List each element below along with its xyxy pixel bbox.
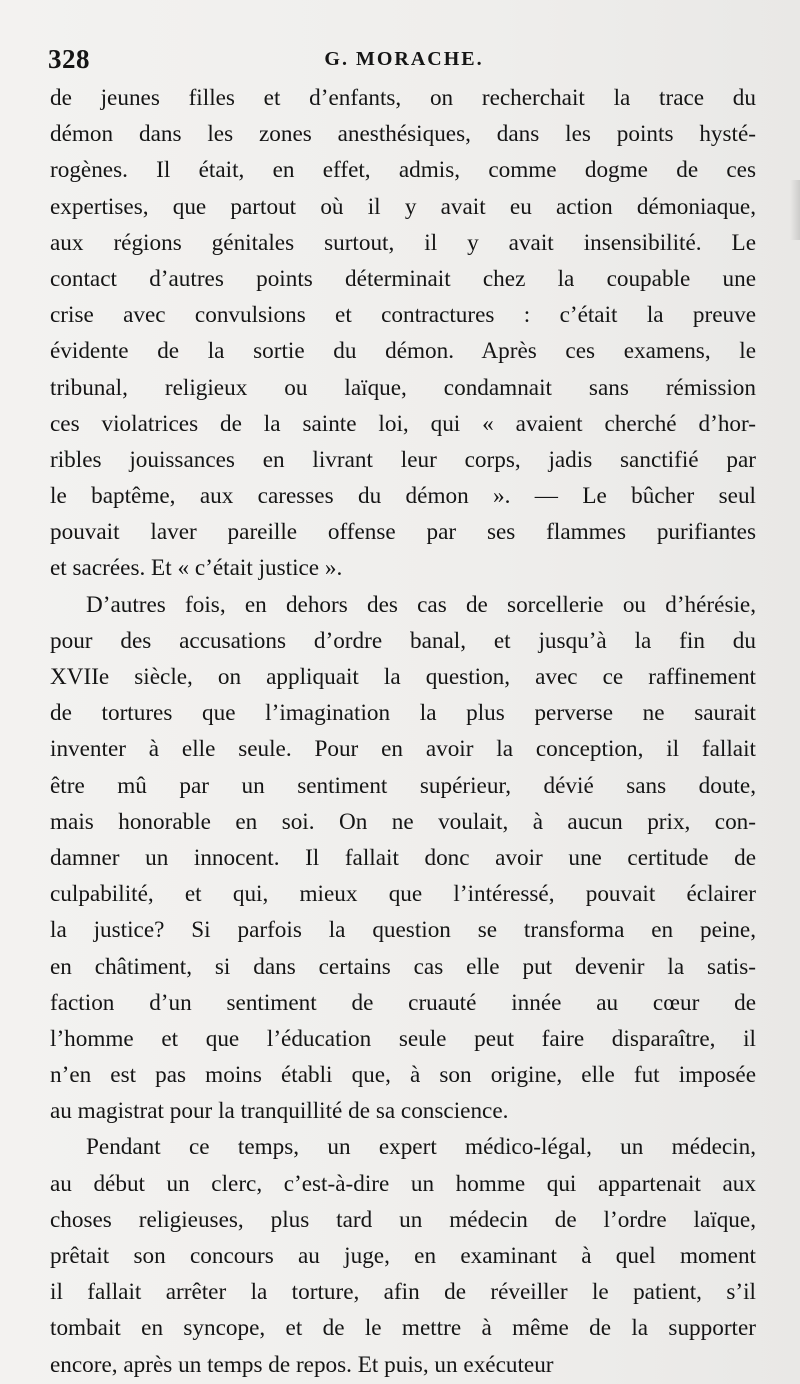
page-header xyxy=(48,44,760,78)
text-line: inventer à elle seule. Pour en avoir la conception, il fallait xyxy=(50,736,756,763)
text-line: tribunal, religieux ou laïque, condamnait sans rémission xyxy=(50,374,756,401)
text-line: prêtait son concours au juge, en examinant à quel moment xyxy=(50,1243,756,1269)
text-line: ribles jouissances en livrant leur corps, jadis sanctifié par xyxy=(50,446,756,473)
text-line: pour des accusations d’ordre banal, et jusqu’à la fin du xyxy=(50,627,756,654)
text-line: il fallait arrêter la torture, afin de réveiller le patient, s’il xyxy=(50,1279,756,1306)
text-line: n’en est pas moins établi que, à son origine, elle fut imposée xyxy=(50,1062,756,1089)
text-line: Pendant ce temps, un expert médico-légal, un médecin, xyxy=(86,1134,756,1161)
text-line: rogènes. Il était, en effet, admis, comme dogme de ces xyxy=(50,157,756,184)
text-line: encore, après un temps de repos. Et puis, un exécuteur xyxy=(50,1351,554,1378)
paragraph xyxy=(50,587,756,1130)
page-edge-shadow xyxy=(790,180,800,240)
text-line: l’homme et que l’éducation seule peut faire disparaître, il xyxy=(50,1025,756,1052)
text-line: de tortures que l’imagination la plus perverse ne saurait xyxy=(50,700,756,727)
text-line: au début un clerc, c’est-à-dire un homme qui appartenait aux xyxy=(50,1170,756,1197)
text-line: culpabilité, et qui, mieux que l’intéressé, pouvait éclairer xyxy=(50,881,756,908)
text-line: être mû par un sentiment supérieur, dévié sans doute, xyxy=(50,772,756,799)
running-head: G. MORACHE. xyxy=(324,48,484,70)
text-line: ces violatrices de la sainte loi, qui « avaient cherché d’hor- xyxy=(50,410,756,437)
text-line: évidente de la sortie du démon. Après ces examens, le xyxy=(50,338,756,365)
text-line: XVIIe siècle, on appliquait la question, avec ce raffinement xyxy=(50,664,756,690)
text-line: expertises, que partout où il y avait eu action démoniaque, xyxy=(50,193,756,220)
text-line: faction d’un sentiment de cruauté innée au cœur de xyxy=(50,989,756,1016)
text-line: mais honorable en soi. On ne voulait, à aucun prix, con- xyxy=(50,808,756,835)
text-line: en châtiment, si dans certains cas elle put devenir la satis- xyxy=(50,953,756,980)
text-line: pouvait laver pareille offense par ses flammes purifiantes xyxy=(50,519,756,546)
text-line: démon dans les zones anesthésiques, dans les points hysté- xyxy=(50,121,756,148)
text-line: damner un innocent. Il fallait donc avoir une certitude de xyxy=(50,844,756,871)
text-line: choses religieuses, plus tard un médecin de l’ordre laïque, xyxy=(50,1206,756,1233)
text-line: tombait en syncope, et de le mettre à même de la supporter xyxy=(50,1315,756,1342)
body-text xyxy=(50,80,756,1383)
text-line: au magistrat pour la tranquillité de sa conscience. xyxy=(50,1098,509,1125)
text-line: contact d’autres points déterminait chez la coupable une xyxy=(50,265,756,292)
paragraph xyxy=(50,80,756,587)
text-line: et sacrées. Et « c’était justice ». xyxy=(50,555,343,582)
paragraph xyxy=(50,1129,756,1382)
text-line: la justice? Si parfois la question se transforma en peine, xyxy=(50,917,756,944)
text-line: crise avec convulsions et contractures : c’était la preuve xyxy=(50,302,756,329)
page-number: 328 xyxy=(48,44,90,74)
text-line: le baptême, aux caresses du démon ». — Le bûcher seul xyxy=(50,483,756,510)
text-line: de jeunes filles et d’enfants, on recherchait la trace du xyxy=(50,85,756,111)
text-line: D’autres fois, en dehors des cas de sorcellerie ou d’hérésie, xyxy=(86,591,756,618)
text-line: aux régions génitales surtout, il y avait insensibilité. Le xyxy=(50,229,756,256)
